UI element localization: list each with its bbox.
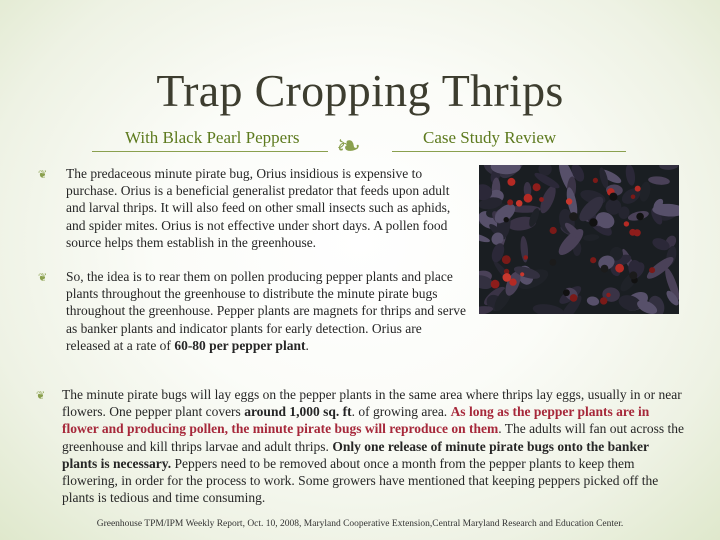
black-pearl-pepper-photo [479, 165, 679, 314]
leaf-bullet-icon: ❦ [38, 271, 48, 284]
single-release-note: Only one release of minute pirate bugs onto the banker plants is necessary. [62, 438, 649, 471]
bullet-rearing-idea [38, 268, 467, 354]
leaf-bullet-icon: ❦ [36, 389, 46, 402]
bullet-text-4: Peppers need to be removed about once a month from the pepper plants to keep them flowering, in order for the process to work. Some growers have mentioned that keeping peppers picked off the plants is tedious and time consuming. [62, 455, 659, 506]
highlight-reproduction: As long as the pepper plants are in flower and producing pollen, the minute pirate bugs will reproduce on them [62, 404, 650, 437]
bullet-egg-laying [36, 386, 685, 506]
bullet-orius-intro [38, 165, 466, 251]
divider-left [92, 151, 328, 152]
fleuron-ornament-icon: ❧ [336, 129, 362, 164]
bullet-text: The predaceous minute pirate bug, Orius insidious is expensive to purchase. Orius is a beneficial generalist predator that feeds upon adult and larval thrips. It will also feed on other small insects such as aphids, and spider mites. Orius is not effective under short days. A pollen food source helps them establish in the greenhouse. [66, 166, 451, 250]
coverage-area: around 1,000 sq. ft [244, 404, 352, 420]
bullet-text: The minute pirate bugs will lay eggs on the pepper plants in the same area where thrips lay eggs, usually in or near flowers. One pepper plant covers [62, 387, 682, 420]
release-rate: 60-80 per pepper plant [174, 337, 306, 353]
subtitle-left: With Black Pearl Peppers [125, 128, 300, 147]
bullet-text-3: . The adults will fan out across the greenhouse and kill thrips larvae and adult thrips. [62, 421, 685, 454]
citation-footer: Greenhouse TPM/IPM Weekly Report, Oct. 10, 2008, Maryland Cooperative Extension,Central Maryland Research and Education Center. [96, 519, 624, 529]
bullet-text: So, the idea is to rear them on pollen producing pepper plants and place plants throughout the greenhouse to distribute the minute pirate bugs throughout the greenhouse. Pepper plants are magnets for thrips and serve as banker plants and indicator plants for early detection. Orius are released at a rate of [66, 269, 467, 353]
leaf-bullet-icon: ❦ [38, 168, 48, 181]
bullet-text-end: . [305, 337, 309, 353]
divider-right [392, 151, 626, 152]
slide-title: Trap Cropping Thrips [156, 65, 564, 116]
pepper-plant-illustration [479, 165, 679, 314]
subtitle-right: Case Study Review [423, 128, 557, 147]
bullet-text-2: . of growing area. [351, 404, 451, 420]
